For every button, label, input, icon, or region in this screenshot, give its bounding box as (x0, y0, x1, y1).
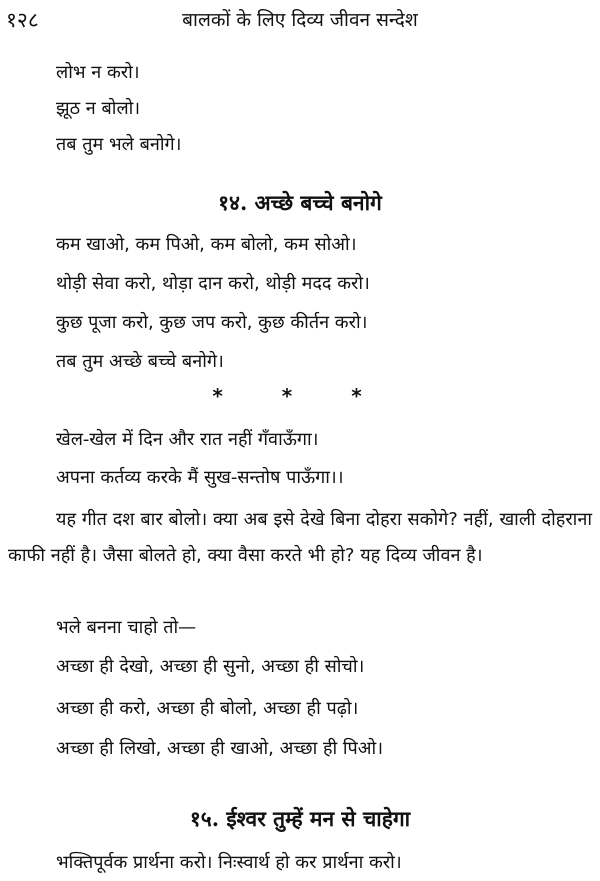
page-number: १२८ (6, 8, 39, 32)
text-line: अच्छा ही लिखो, अच्छा ही खाओ, अच्छा ही पिओ। (56, 738, 384, 759)
section-separator: * * * (212, 384, 388, 408)
text-line: भक्तिपूर्वक प्रार्थना करो। निःस्वार्थ हो कर प्रार्थना करो। (56, 852, 402, 873)
text-line: तब तुम भले बनोगे। (56, 134, 182, 155)
text-line: खेल-खेल में दिन और रात नहीं गँवाऊँगा। (56, 429, 319, 450)
text-line: भले बनना चाहो तो— (56, 617, 197, 638)
page-header (0, 6, 600, 40)
text-line: अच्छा ही देखो, अच्छा ही सुनो, अच्छा ही सोचो। (56, 656, 365, 677)
text-line: अपना कर्तव्य करके मैं सुख-सन्तोष पाऊँगा।। (56, 467, 344, 488)
text-line: कम खाओ, कम पिओ, कम बोलो, कम सोओ। (56, 234, 357, 255)
text-line: तब तुम अच्छे बच्चे बनोगे। (56, 351, 224, 372)
section-heading-15: १५. ईश्वर तुम्हें मन से चाहेगा (189, 806, 411, 831)
text-line: अच्छा ही करो, अच्छा ही बोलो, अच्छा ही पढ़ो। (56, 698, 359, 719)
text-line: कुछ पूजा करो, कुछ जप करो, कुछ कीर्तन करो। (56, 312, 368, 333)
text-line: लोभ न करो। (56, 62, 140, 83)
body-paragraph: यह गीत दश बार बोलो। क्या अब इसे देखे बिना दोहरा सकोगे? नहीं, खाली दोहराना काफी नहीं है। जैसा बोलते हो, क्या वैसा करते भी हो? यह दिव्य जीवन है। (8, 509, 592, 566)
text-line: झूठ न बोलो। (56, 98, 141, 119)
section-heading-14: १४. अच्छे बच्चे बनोगे (218, 190, 382, 215)
running-title: बालकों के लिए दिव्य जीवन सन्देश (182, 9, 418, 31)
text-line: थोड़ी सेवा करो, थोड़ा दान करो, थोड़ी मदद करो। (56, 273, 370, 294)
